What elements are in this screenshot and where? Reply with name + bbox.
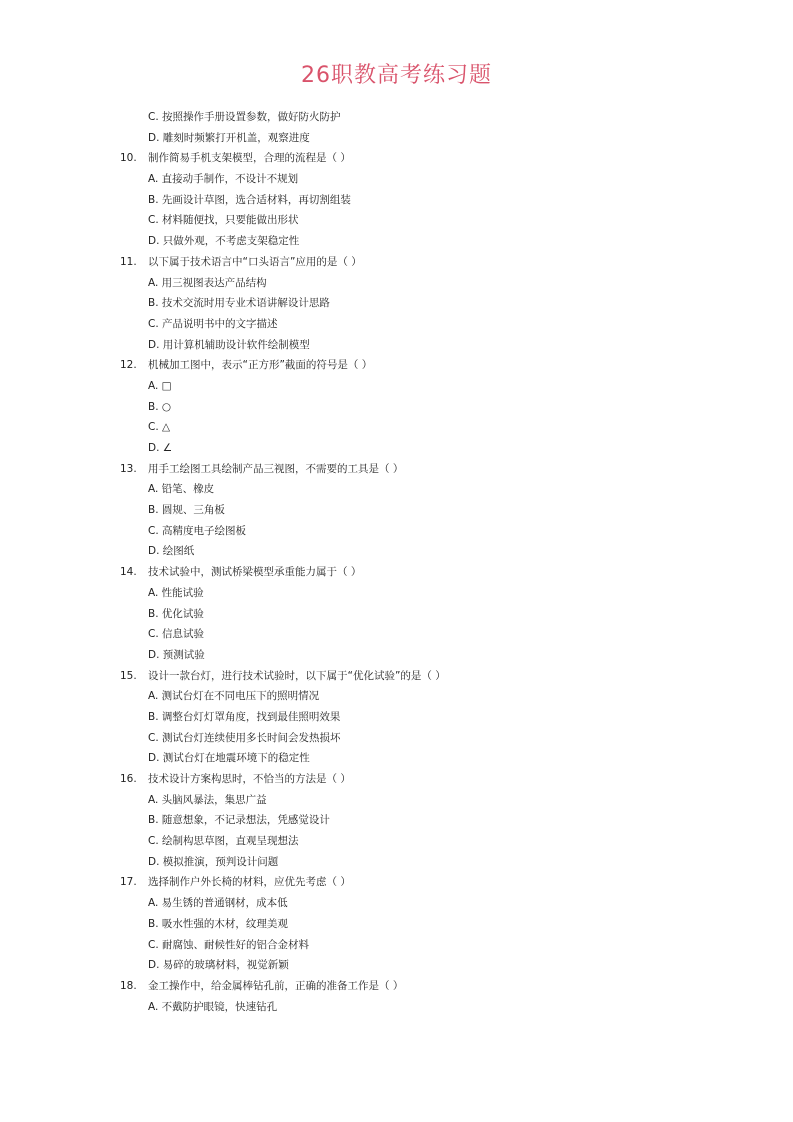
option-item [0,955,793,976]
question-item [0,459,793,480]
option-text: D. 测试台灯在地震环境下的稳定性 [148,752,310,765]
option-text: A. 易生锈的普通钢材，成本低 [148,897,288,910]
option-item [0,107,793,128]
question-item [0,562,793,583]
option-text: B. 技术交流时用专业术语讲解设计思路 [148,297,330,310]
page-title: 26职教高考练习题 [301,63,492,88]
option-text: A. 铅笔、橡皮 [148,483,215,496]
option-text: A. 测试台灯在不同电压下的照明情况 [148,690,320,703]
question-text: 以下属于技术语言中“口头语言”应用的是（ ） [148,255,362,268]
question-text: 选择制作户外长椅的材料，应优先考虑（ ） [148,876,351,889]
option-text: B. ○ [148,400,172,413]
option-item [0,479,793,500]
option-item [0,417,793,438]
option-item [0,686,793,707]
option-item [0,852,793,873]
question-text: 金工操作中，给金属棒钻孔前，正确的准备工作是（ ） [148,979,404,992]
option-text: C. 产品说明书中的文字描述 [148,317,278,330]
option-text: B. 优化试验 [148,607,204,620]
option-text: D. ∠ [148,442,173,454]
option-text: C. 材料随便找，只要能做出形状 [148,214,299,227]
option-text: B. 吸水性强的木材，纹理美观 [148,917,288,930]
option-text: D. 只做外观，不考虑支架稳定性 [148,235,300,248]
question-text: 设计一款台灯，进行技术试验时，以下属于“优化试验”的是（ ） [148,669,446,682]
option-item [0,707,793,728]
option-item [0,748,793,769]
option-text: D. 用计算机辅助设计软件绘制模型 [148,338,310,351]
option-text: C. 信息试验 [148,628,205,641]
option-item [0,169,793,190]
option-text: D. 绘图纸 [148,545,195,558]
option-text: A. 性能试验 [148,586,204,599]
question-item [0,769,793,790]
option-item [0,397,793,418]
question-text: 用手工绘图工具绘制产品三视图，不需要的工具是（ ） [148,462,404,475]
question-number: 10. [120,152,137,165]
option-text: C. 按照操作手册设置参数，做好防火防护 [148,111,341,123]
option-text: C. 绘制构思草图，直观呈现想法 [148,835,299,848]
question-number: 17. [120,876,137,889]
question-list [0,107,793,1017]
option-item [0,790,793,811]
option-text: D. 预测试验 [148,648,205,661]
option-item [0,728,793,749]
option-text: A. 直接动手制作，不设计不规划 [148,173,299,186]
question-item [0,872,793,893]
option-text: B. 调整台灯灯罩角度，找到最佳照明效果 [148,710,341,723]
question-number: 13. [120,462,137,475]
option-item [0,314,793,335]
question-item [0,148,793,169]
option-text: C. △ [148,421,171,434]
option-text: A. 用三视图表达产品结构 [148,276,267,289]
question-text: 技术设计方案构思时，不恰当的方法是（ ） [148,773,351,785]
option-item [0,521,793,542]
question-item [0,252,793,273]
question-text: 技术试验中，测试桥梁模型承重能力属于（ ） [148,566,362,579]
option-text: B. 随意想象，不记录想法，凭感觉设计 [148,814,330,827]
option-item [0,914,793,935]
question-item [0,666,793,687]
option-item [0,128,793,149]
question-number: 18. [120,979,137,992]
option-text: C. 耐腐蚀、耐候性好的铝合金材料 [148,938,310,951]
option-item [0,810,793,831]
option-item [0,190,793,211]
option-item [0,645,793,666]
question-number: 12. [120,359,137,372]
option-text: D. 模拟推演，预判设计问题 [148,855,279,868]
option-item [0,997,793,1018]
option-text: A. 头脑风暴法，集思广益 [148,793,267,806]
option-text: C. 高精度电子绘图板 [148,524,247,537]
option-text: A. 不戴防护眼镜，快速钻孔 [148,1000,278,1013]
option-item [0,541,793,562]
question-number: 14. [120,566,137,579]
question-number: 15. [120,669,137,682]
option-text: A. □ [148,379,172,392]
option-item [0,583,793,604]
option-item [0,231,793,252]
option-item [0,893,793,914]
option-text: D. 雕刻时频繁打开机盖，观察进度 [148,131,310,144]
option-item [0,376,793,397]
question-text: 制作简易手机支架模型，合理的流程是（ ） [148,152,351,165]
option-item [0,438,793,459]
option-item [0,335,793,356]
question-text: 机械加工图中，表示“正方形”截面的符号是（ ） [148,359,373,372]
option-item [0,273,793,294]
option-item [0,293,793,314]
option-item [0,935,793,956]
option-item [0,210,793,231]
question-item [0,355,793,376]
option-item [0,624,793,645]
option-item [0,831,793,852]
question-number: 16. [120,773,137,785]
option-text: B. 圆规、三角板 [148,504,225,517]
question-item [0,976,793,997]
option-item [0,604,793,625]
question-number: 11. [120,255,137,268]
option-text: D. 易碎的玻璃材料，视觉新颖 [148,959,289,972]
option-text: C. 测试台灯连续使用多长时间会发热损坏 [148,731,341,744]
option-text: B. 先画设计草图，选合适材料，再切割组装 [148,193,351,206]
option-item [0,500,793,521]
